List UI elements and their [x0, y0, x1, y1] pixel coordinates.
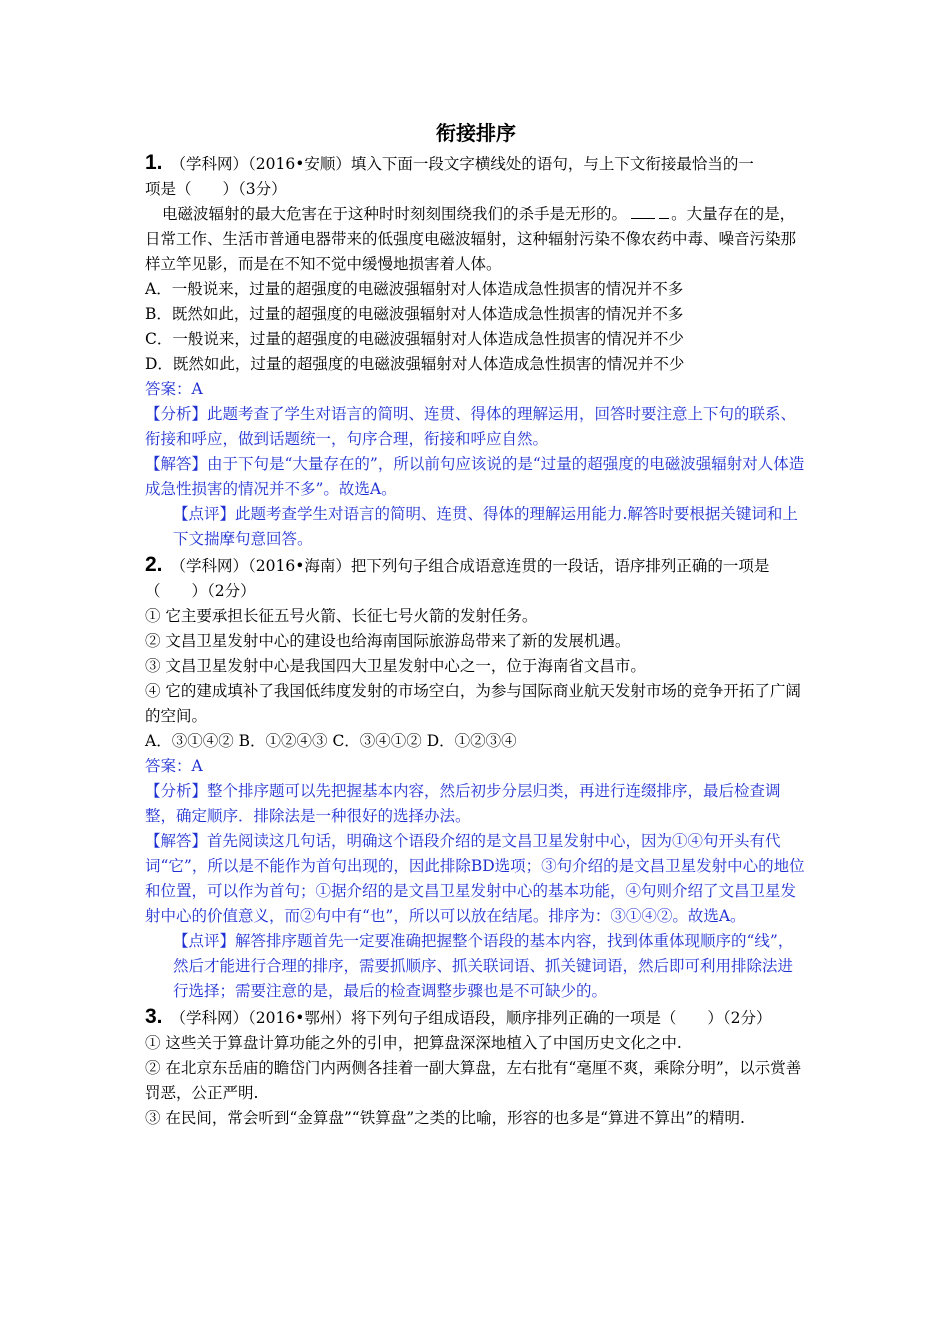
answer: 答案：A [145, 380, 203, 398]
blank-line [631, 204, 655, 219]
question-1 [145, 150, 807, 552]
question-3 [145, 1004, 807, 1131]
question-number: 2. [145, 553, 163, 576]
option-b: B．既然如此，过量的超强度的电磁波强辐射对人体造成急性损害的情况并不多 [145, 305, 684, 323]
question-stem: （学科网）（2016•安顺）填入下面一段文字横线处的语句，与上下文衔接最恰当的一 [170, 155, 754, 173]
question-number: 1. [145, 151, 163, 174]
options: A．③①④② B．①②④③ C．③④①② D．①②③④ [145, 732, 517, 750]
question-2 [145, 552, 807, 1004]
option-a: A．一般说来，过量的超强度的电磁波强辐射对人体造成急性损害的情况并不多 [145, 280, 684, 298]
answer: 答案：A [145, 757, 203, 775]
passage [145, 202, 807, 277]
page-title: 衔接排序 [436, 121, 516, 145]
document-page [145, 118, 807, 1131]
question-stem: （学科网）（2016•海南）把下列句子组合成语意连贯的一段话，语序排列正确的一项是（ ）（2分） [145, 557, 770, 600]
solution: 【解答】由于下句是“大量存在的”，所以前句应该说的是“过量的超强度的电磁波强辐射对人体造成急性损害的情况并不多”。故选A。 [145, 455, 805, 498]
sentence-2: ② 文昌卫星发射中心的建设也给海南国际旅游岛带来了新的发展机遇。 [145, 632, 631, 650]
analysis: 【分析】整个排序题可以先把握基本内容，然后初步分层归类，再进行连缀排序，最后检查调整，确定顺序．排除法是一种很好的选择办法。 [145, 782, 781, 825]
sentence-1: ① 这些关于算盘计算功能之外的引申，把算盘深深地植入了中国历史文化之中. [145, 1034, 682, 1052]
passage-part-1: 电磁波辐射的最大危害在于这种时时刻刻围绕我们的杀手是无形的。 [162, 205, 628, 223]
comment: 【点评】此题考查学生对语言的简明、连贯、得体的理解运用能力.解答时要根据关键词和上下文揣摩句意回答。 [173, 505, 798, 548]
solution: 【解答】首先阅读这几句话，明确这个语段介绍的是文昌卫星发射中心，因为①④句开头有代词“它”，所以是不能作为首句出现的，因此排除BD选项；③句介绍的是文昌卫星发射中心的地位和位置，可以作为首句；①据介绍的是文昌卫星发射中心的基本功能，④句则介绍了文昌卫星发射中心的价值意义，而②句中有“也”，所以可以放在结尾。排序为：③①④②。故选A。 [145, 832, 805, 925]
sentence-2: ② 在北京东岳庙的瞻岱门内两侧各挂着一副大算盘，左右批有“毫厘不爽，乘除分明”，以示赏善罚恶，公正严明. [145, 1059, 802, 1102]
analysis: 【分析】此题考查了学生对语言的简明、连贯、得体的理解运用，回答时要注意上下句的联系、衔接和呼应，做到话题统一，句序合理，衔接和呼应自然。 [145, 405, 797, 448]
question-stem: （学科网）（2016•鄂州）将下列句子组成语段，顺序排列正确的一项是（ ）（2分） [170, 1009, 772, 1027]
sentence-3: ③ 文昌卫星发射中心是我国四大卫星发射中心之一，位于海南省文昌市。 [145, 657, 646, 675]
question-number: 3. [145, 1005, 163, 1028]
sentence-3: ③ 在民间，常会听到“金算盘”“铁算盘”之类的比喻，形容的也多是“算进不算出”的精明. [145, 1109, 745, 1127]
option-c: C．一般说来，过量的超强度的电磁波强辐射对人体造成急性损害的情况并不少 [145, 330, 684, 348]
comment: 【点评】解答排序题首先一定要准确把握整个语段的基本内容，找到体重体现顺序的“线”，然后才能进行合理的排序，需要抓顺序、抓关联词语、抓关键词语，然后即可利用排除法进行选择；需要注意的是，最后的检查调整步骤也是不可缺少的。 [173, 932, 794, 1000]
blank-line [659, 204, 669, 219]
sentence-4: ④ 它的建成填补了我国低纬度发射的市场空白，为参与国际商业航天发射市场的竞争开拓了广阔的空间。 [145, 682, 801, 725]
passage-part-2: 。大量存在的是，日常工作、生活市普通电器带来的低强度电磁波辐射，这种辐射污染不像农药中毒、噪音污染那样立竿见影，而是在不知不觉中缓慢地损害着人体。 [145, 205, 797, 273]
option-d: D．既然如此，过量的超强度的电磁波强辐射对人体造成急性损害的情况并不少 [145, 355, 685, 373]
sentence-1: ① 它主要承担长征五号火箭、长征七号火箭的发射任务。 [145, 607, 538, 625]
question-stem-cont: 项是（ ）（3分） [145, 180, 287, 198]
